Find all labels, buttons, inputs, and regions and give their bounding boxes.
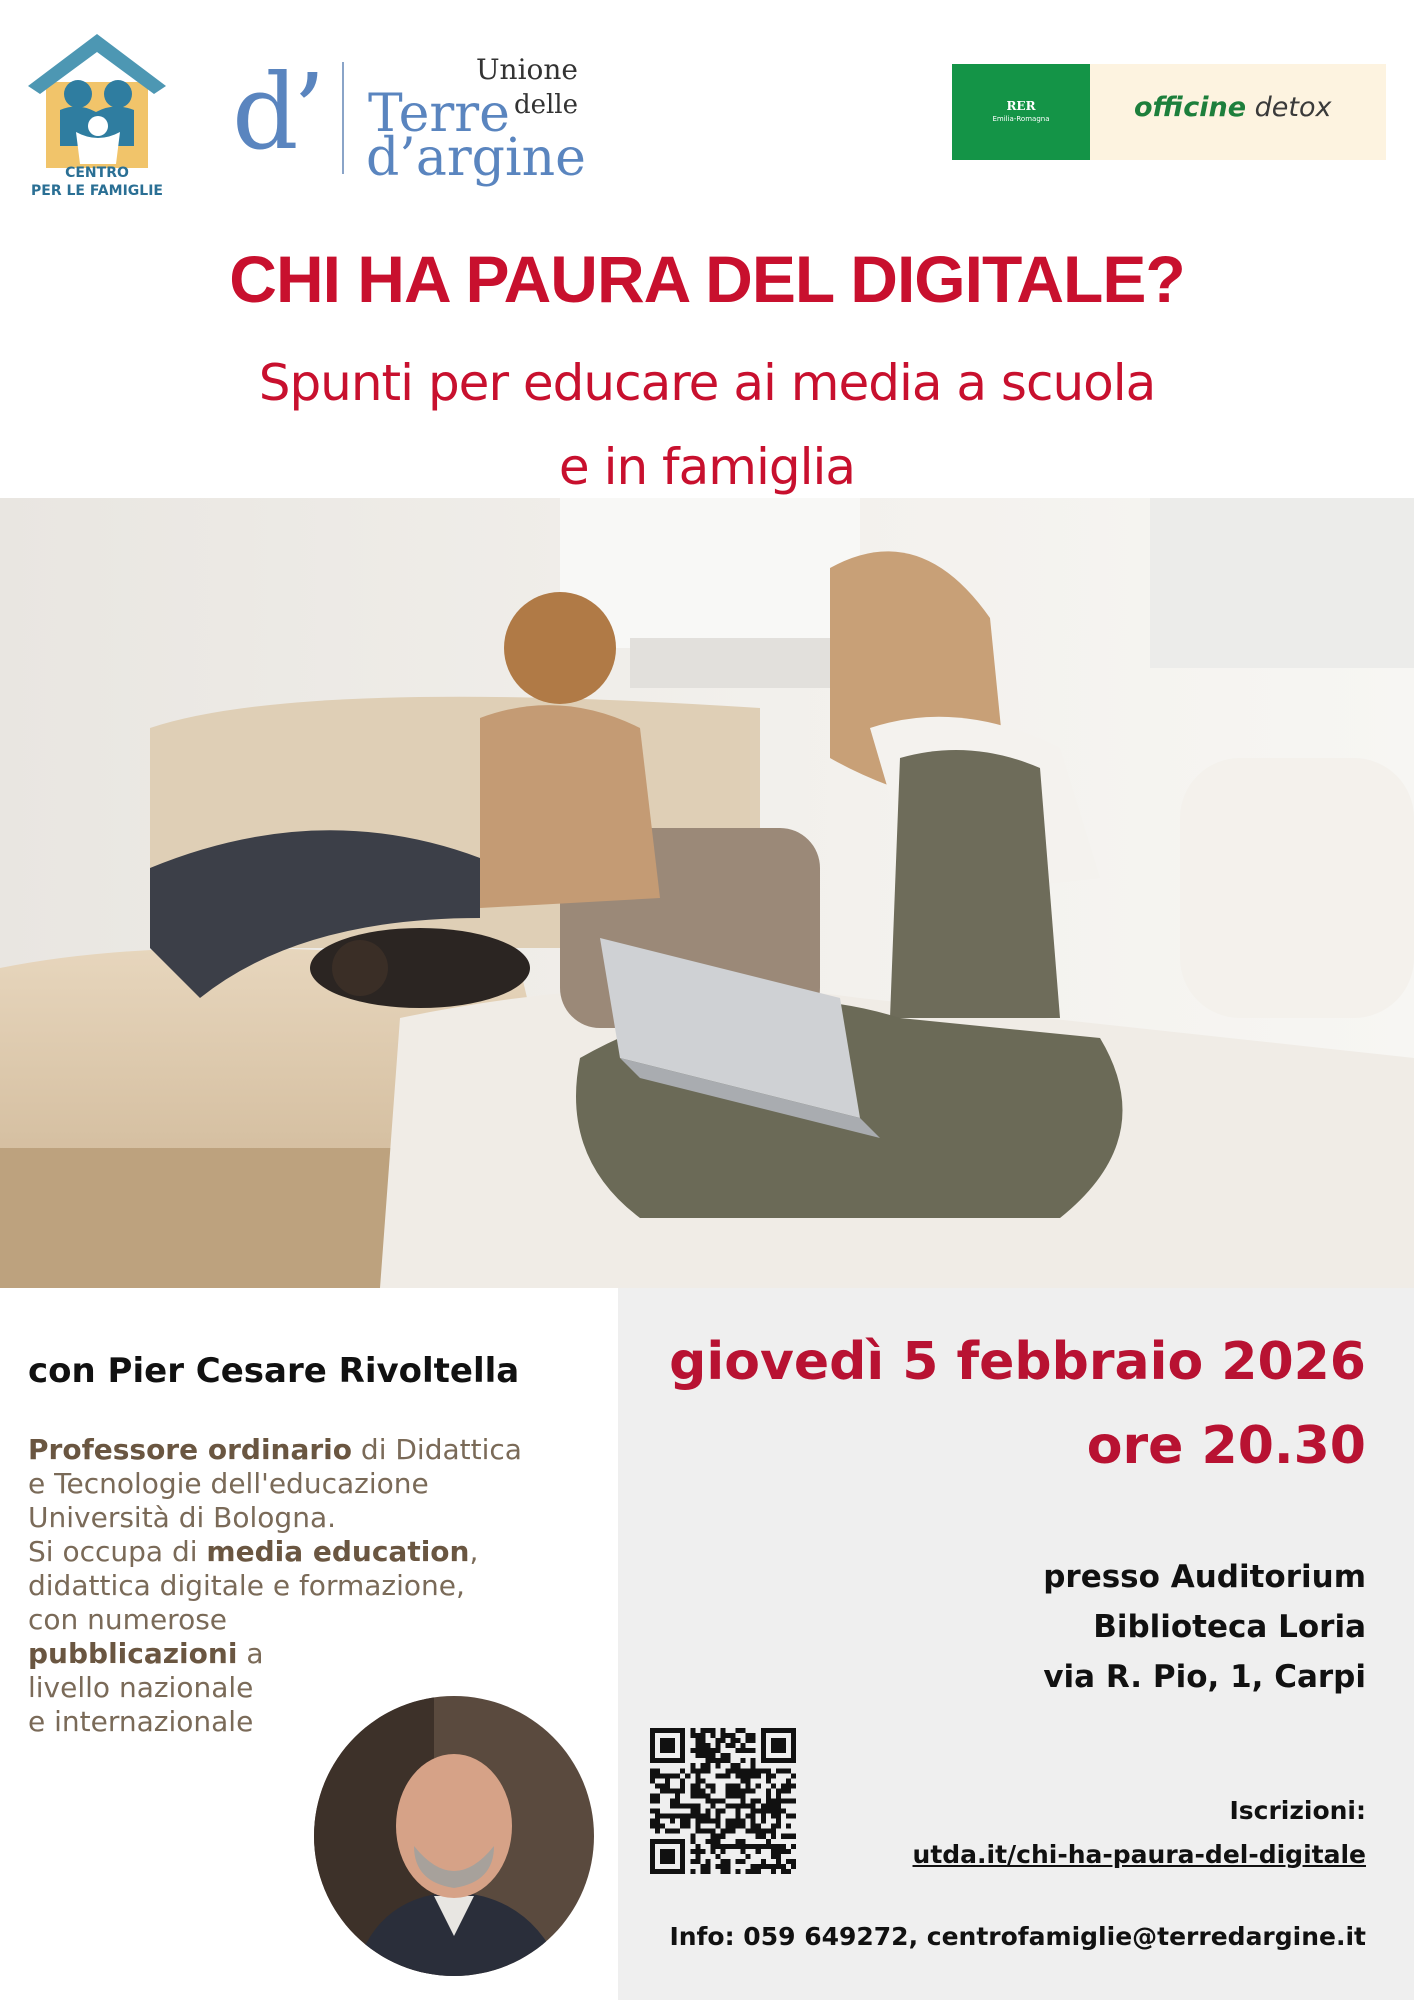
bio-line-3: Università di Bologna. (28, 1501, 337, 1534)
terre-name-2: d’argine (366, 128, 586, 188)
hero-photo (0, 498, 1414, 1288)
venue-line-2: Biblioteca Loria (1093, 1609, 1366, 1645)
cpf-line1: CENTRO (65, 165, 129, 181)
rer-badge (952, 64, 1090, 160)
centro-per-le-famiglie-logo (24, 28, 170, 200)
bio-comma: , (469, 1535, 479, 1568)
bio-occupa: Si occupa di (28, 1535, 207, 1568)
bio-media-education: media education (206, 1535, 470, 1568)
children-on-sofa-image (0, 498, 1414, 1288)
venue-line-3: via R. Pio, 1, Carpi (1043, 1659, 1366, 1695)
registration-link[interactable]: utda.it/chi-ha-paura-del-digitale (912, 1840, 1366, 1869)
contact-info: Info: 059 649272, centrofamiglie@terredargine.it (669, 1922, 1366, 1951)
speaker-portrait (314, 1696, 594, 1976)
bio-line-1 (28, 1433, 588, 1466)
event-date: giovedì 5 febbraio 2026 (669, 1332, 1366, 1392)
terre-unione: Unione (475, 53, 578, 86)
terre-name-1: Terre (368, 84, 510, 144)
terre-dargine-logo (232, 51, 586, 188)
speaker-photo-icon (314, 1696, 594, 1976)
detox-word: detox (1254, 92, 1332, 123)
speaker-name: con Pier Cesare Rivoltella (28, 1351, 520, 1391)
logo-divider (342, 62, 344, 174)
event-subtitle-line2: e in famiglia (558, 438, 856, 496)
event-subtitle-line1: Spunti per educare ai media a scuola (258, 354, 1156, 412)
bio-line-9: e internazionale (28, 1705, 254, 1738)
qr-code-icon (650, 1728, 796, 1874)
officine-word: officine (1134, 92, 1247, 123)
bio-line-5: didattica digitale e formazione, (28, 1569, 465, 1602)
officine-detox-logo (952, 64, 1386, 160)
bio-role-rest: di Didattica (352, 1433, 522, 1466)
terre-delle: delle (513, 90, 578, 120)
bio-line-7 (28, 1637, 588, 1670)
bio-a: a (237, 1637, 264, 1670)
event-time: ore 20.30 (1086, 1416, 1366, 1476)
bio-role: Professore ordinario (28, 1433, 353, 1466)
event-title: CHI HA PAURA DEL DIGITALE? (229, 242, 1185, 316)
bio-line-2: e Tecnologie dell'educazione (28, 1467, 429, 1500)
bio-line-8: livello nazionale (28, 1671, 254, 1704)
bio-line-4 (28, 1535, 588, 1568)
venue-line-1: presso Auditorium (1043, 1559, 1366, 1595)
registration-label: Iscrizioni: (1229, 1796, 1366, 1825)
registration-qr-code[interactable] (650, 1728, 796, 1874)
officine-detox-wordmark (1134, 94, 1332, 121)
rer-label: RER (1006, 99, 1036, 113)
bio-pubblicazioni: pubblicazioni (28, 1637, 238, 1670)
cpf-line2: PER LE FAMIGLIE (31, 183, 163, 199)
bio-line-6: con numerose (28, 1603, 228, 1636)
rer-sub-label: Emilia-Romagna (992, 115, 1050, 123)
terre-mark: d’ (232, 51, 320, 173)
